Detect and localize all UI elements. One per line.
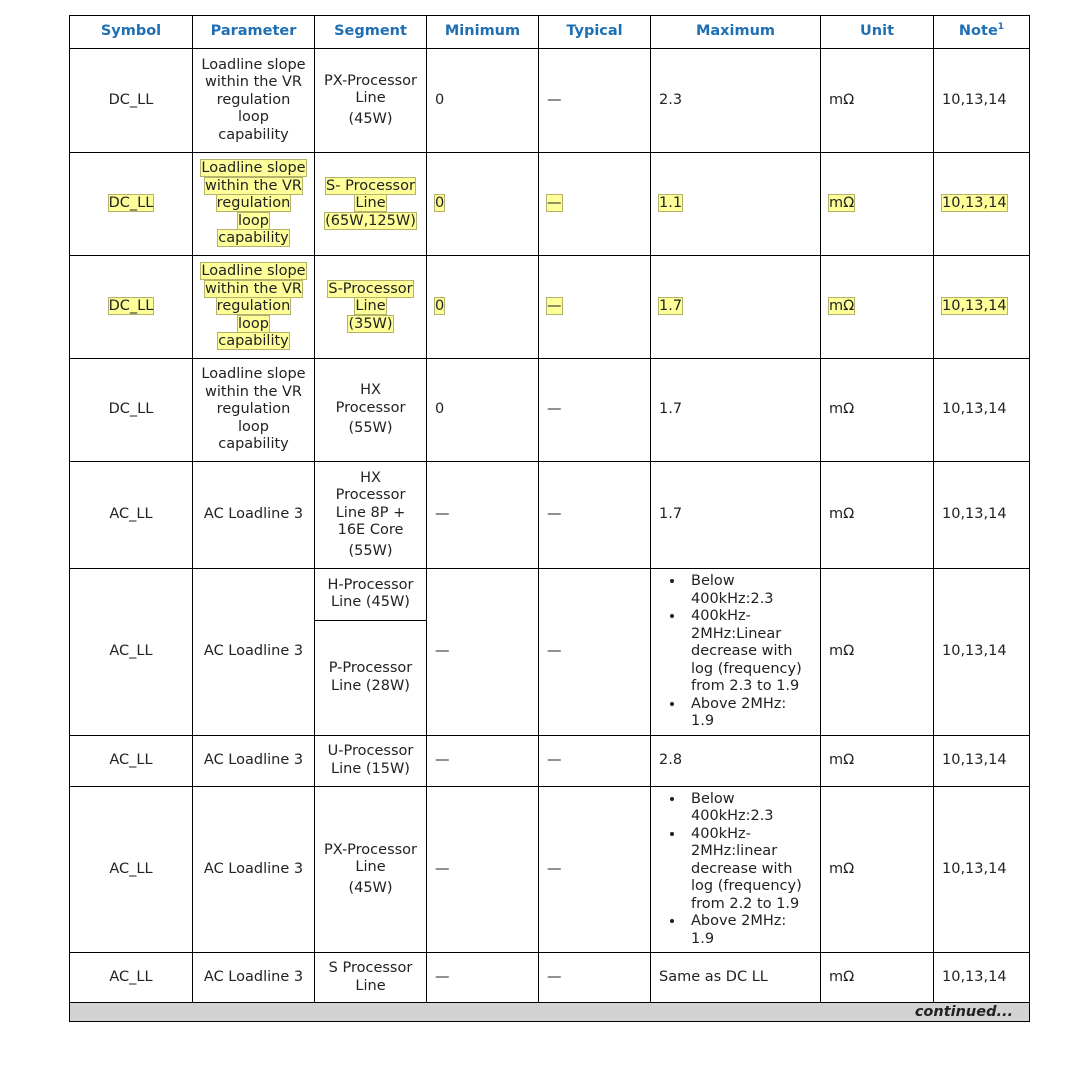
highlighted-text: mΩ — [829, 195, 855, 212]
table-row — [70, 462, 1030, 569]
cell-parameter: Loadline slope within the VR regulation loop capability — [193, 49, 315, 153]
table-row — [70, 569, 1030, 621]
cell-segment: U-Processor Line (15W) — [315, 735, 427, 786]
list-item: • Below 400kHz:2.3 — [685, 573, 812, 608]
cell-segment-top: H-Processor Line (45W) — [315, 569, 427, 621]
cell-symbol — [70, 256, 193, 359]
header-parameter: Parameter — [193, 16, 315, 49]
highlighted-text: 0 — [435, 195, 445, 212]
cell-unit: mΩ — [821, 735, 934, 786]
segment-name: PX-Processor Line — [323, 72, 418, 107]
cell-maximum: 2.8 — [651, 735, 821, 786]
segment-power: (45W) — [348, 110, 393, 127]
cell-parameter: AC Loadline 3 — [193, 462, 315, 569]
header-row — [70, 16, 1030, 49]
highlighted-text: 0 — [435, 298, 445, 315]
cell-parameter: AC Loadline 3 — [193, 735, 315, 786]
highlighted-text: DC_LL — [108, 298, 154, 315]
cell-parameter: AC Loadline 3 — [193, 953, 315, 1003]
cell-minimum — [427, 256, 539, 359]
header-unit: Unit — [821, 16, 934, 49]
header-typical: Typical — [539, 16, 651, 49]
table-row — [70, 786, 1030, 953]
cell-minimum: — — [427, 953, 539, 1003]
cell-maximum: 2.3 — [651, 49, 821, 153]
cell-segment: S Processor Line — [315, 953, 427, 1003]
segment-power: (55W) — [348, 542, 393, 559]
cell-minimum — [427, 153, 539, 256]
header-note-superscript: 1 — [997, 22, 1005, 33]
segment-power: (65W,125W) — [325, 212, 416, 229]
cell-unit — [821, 256, 934, 359]
segment-name: HX Processor — [335, 382, 406, 416]
table-row — [70, 153, 1030, 256]
segment-power: (45W) — [348, 879, 393, 896]
cell-maximum — [651, 786, 821, 953]
cell-unit: mΩ — [821, 49, 934, 153]
cell-note: 10,13,14 — [934, 786, 1030, 953]
highlighted-text: 1.1 — [659, 195, 683, 212]
cell-typical: — — [539, 735, 651, 786]
header-note — [934, 16, 1030, 49]
table-row — [70, 735, 1030, 786]
cell-unit: mΩ — [821, 953, 934, 1003]
cell-maximum — [651, 569, 821, 736]
table-row — [70, 49, 1030, 153]
cell-symbol: AC_LL — [70, 462, 193, 569]
cell-typical: — — [539, 49, 651, 153]
maximum-list — [659, 573, 812, 731]
cell-parameter — [193, 153, 315, 256]
header-note-label: Note — [958, 23, 998, 40]
header-maximum: Maximum — [651, 16, 821, 49]
table-row — [70, 256, 1030, 359]
continued-label: continued... — [70, 1003, 1030, 1022]
highlighted-text: Loadline slope within the VR regulation loop capability — [201, 160, 306, 247]
cell-maximum — [651, 153, 821, 256]
maximum-list — [659, 791, 812, 949]
cell-minimum: 0 — [427, 359, 539, 462]
cell-note — [934, 153, 1030, 256]
cell-segment — [315, 359, 427, 462]
cell-minimum: — — [427, 786, 539, 953]
cell-maximum: Same as DC LL — [651, 953, 821, 1003]
cell-typical: — — [539, 359, 651, 462]
highlighted-text: 10,13,14 — [942, 195, 1007, 212]
cell-segment — [315, 462, 427, 569]
cell-parameter: AC Loadline 3 — [193, 786, 315, 953]
segment-name: HX Processor Line 8P + 16E Core — [335, 469, 406, 539]
cell-parameter — [193, 256, 315, 359]
cell-segment — [315, 256, 427, 359]
cell-unit: mΩ — [821, 569, 934, 736]
header-minimum: Minimum — [427, 16, 539, 49]
segment-power: (55W) — [348, 420, 393, 437]
table-row — [70, 359, 1030, 462]
segment-name: S- Processor Line — [326, 177, 415, 212]
list-item: • 400kHz-2MHz:Linear decrease with log (frequency) from 2.3 to 1.9 — [685, 608, 812, 696]
highlighted-text: — — [547, 298, 562, 315]
cell-note: 10,13,14 — [934, 359, 1030, 462]
segment-name: PX-Processor Line — [323, 841, 418, 875]
cell-unit: mΩ — [821, 359, 934, 462]
segment-power: (35W) — [348, 315, 393, 332]
cell-unit: mΩ — [821, 786, 934, 953]
highlighted-text: 1.7 — [659, 298, 683, 315]
highlighted-text: Loadline slope within the VR regulation loop capability — [201, 263, 306, 350]
cell-typical: — — [539, 462, 651, 569]
cell-typical: — — [539, 569, 651, 736]
cell-segment — [315, 786, 427, 953]
cell-minimum: — — [427, 569, 539, 736]
cell-maximum: 1.7 — [651, 462, 821, 569]
cell-note: 10,13,14 — [934, 462, 1030, 569]
cell-symbol: AC_LL — [70, 953, 193, 1003]
cell-symbol: AC_LL — [70, 569, 193, 736]
cell-parameter: AC Loadline 3 — [193, 569, 315, 736]
cell-typical: — — [539, 953, 651, 1003]
highlighted-text: DC_LL — [108, 195, 154, 212]
cell-maximum — [651, 256, 821, 359]
cell-symbol: AC_LL — [70, 786, 193, 953]
cell-unit — [821, 153, 934, 256]
cell-unit: mΩ — [821, 462, 934, 569]
cell-segment-bottom: P-Processor Line (28W) — [315, 620, 427, 735]
list-item: • Below 400kHz:2.3 — [685, 791, 812, 826]
cell-symbol — [70, 153, 193, 256]
cell-note: 10,13,14 — [934, 953, 1030, 1003]
list-item: • Above 2MHz: 1.9 — [685, 696, 812, 731]
highlighted-text: 10,13,14 — [942, 298, 1007, 315]
cell-segment — [315, 153, 427, 256]
spec-table — [69, 15, 1030, 1022]
cell-note: 10,13,14 — [934, 49, 1030, 153]
cell-typical — [539, 256, 651, 359]
cell-symbol: DC_LL — [70, 49, 193, 153]
header-segment: Segment — [315, 16, 427, 49]
highlighted-text: mΩ — [829, 298, 855, 315]
cell-maximum: 1.7 — [651, 359, 821, 462]
cell-note — [934, 256, 1030, 359]
highlighted-text: — — [547, 195, 562, 212]
continued-row — [70, 1003, 1030, 1022]
list-item: • Above 2MHz: 1.9 — [685, 913, 812, 948]
header-symbol: Symbol — [70, 16, 193, 49]
cell-symbol: AC_LL — [70, 735, 193, 786]
cell-note: 10,13,14 — [934, 569, 1030, 736]
cell-minimum: — — [427, 735, 539, 786]
cell-parameter: Loadline slope within the VR regulation loop capability — [193, 359, 315, 462]
segment-name: S-Processor Line — [328, 280, 413, 315]
cell-segment — [315, 49, 427, 153]
cell-minimum: — — [427, 462, 539, 569]
cell-typical: — — [539, 786, 651, 953]
table-row — [70, 953, 1030, 1003]
list-item: • 400kHz-2MHz:linear decrease with log (frequency) from 2.2 to 1.9 — [685, 826, 812, 914]
cell-typical — [539, 153, 651, 256]
cell-note: 10,13,14 — [934, 735, 1030, 786]
cell-minimum: 0 — [427, 49, 539, 153]
cell-symbol: DC_LL — [70, 359, 193, 462]
